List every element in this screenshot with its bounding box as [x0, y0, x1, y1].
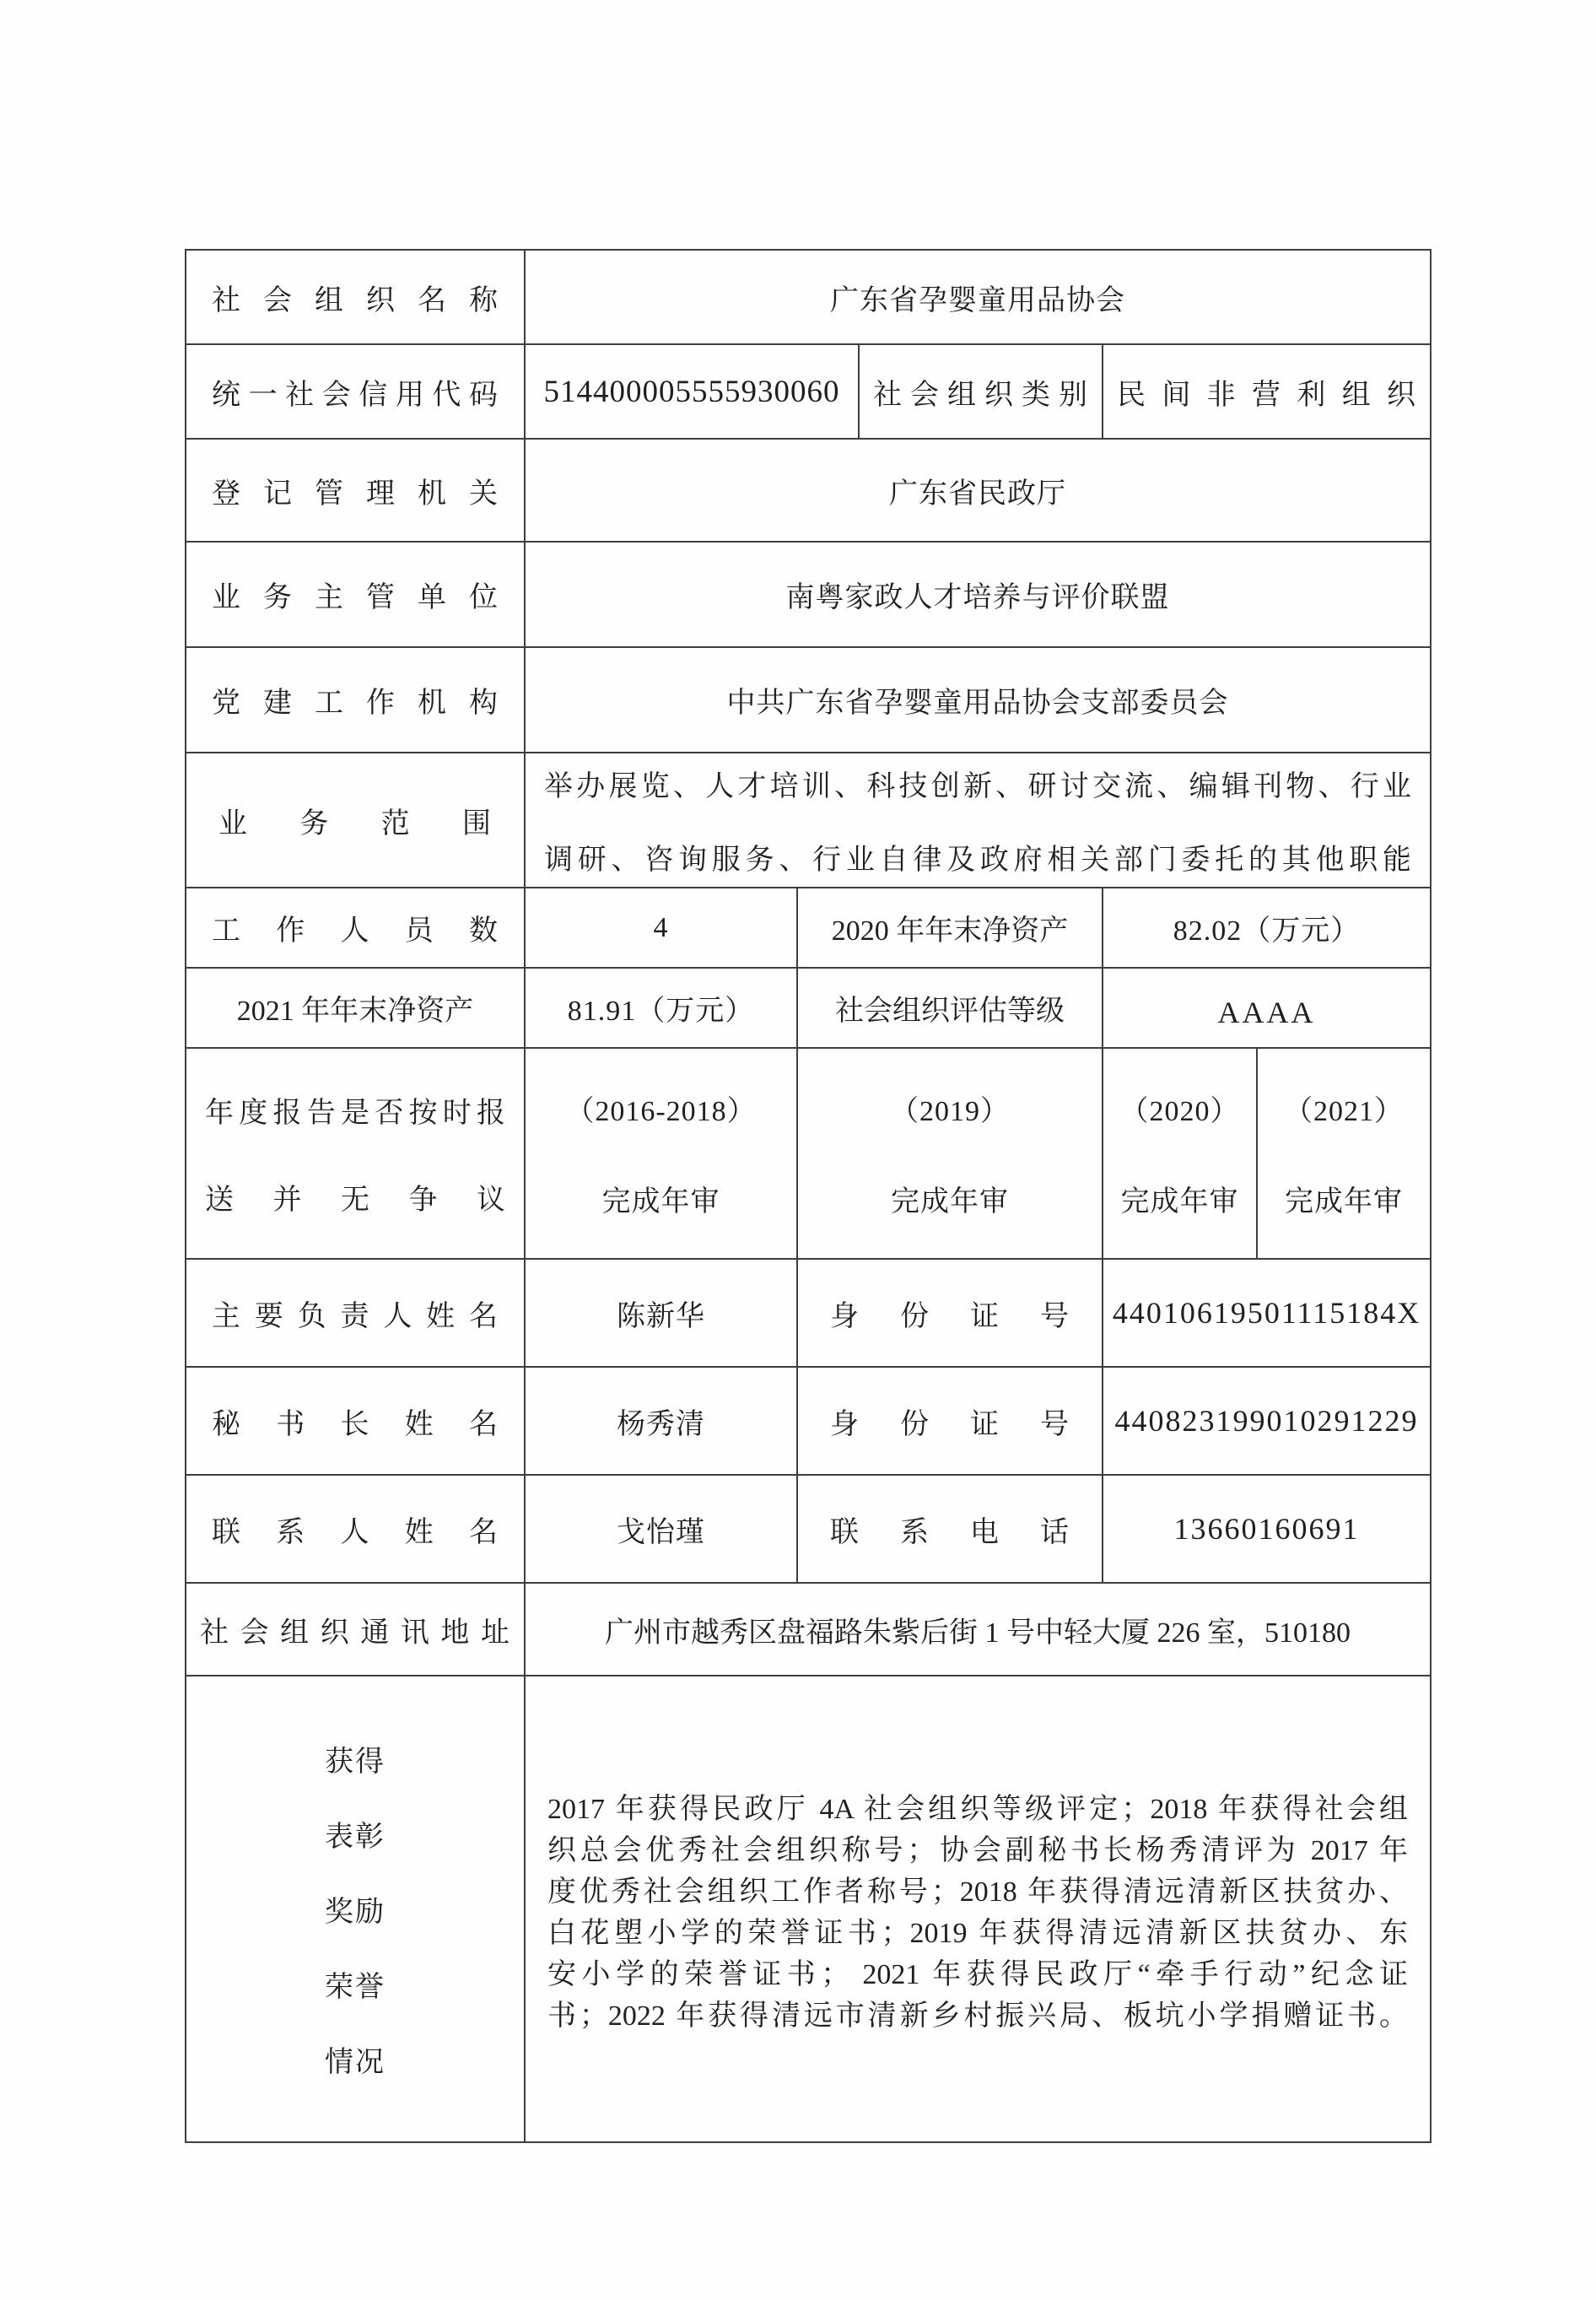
- row-mailing-address: [186, 1583, 1431, 1676]
- text-line: 调研、咨询服务、行业自律及政府相关部门委托的其他职能: [544, 845, 1412, 876]
- registration-authority-label: 登记管理机关: [212, 478, 499, 510]
- principal-id-value: 44010619501115184X: [1112, 1296, 1421, 1330]
- annual-report-period: （2016-2018）: [565, 1096, 757, 1127]
- text-line: 书；2022 年获得清远市清新乡村振兴局、板坑小学捐赠证书。: [547, 2000, 1409, 2032]
- row-principal: [186, 1259, 1431, 1367]
- credit-code-label-cell: [186, 344, 525, 439]
- staff-count-label: 工作人员数: [212, 915, 499, 947]
- annual-report-cell-2019: [797, 1048, 1103, 1259]
- annual-report-period: （2020）: [1119, 1096, 1240, 1127]
- text-line: 奖励: [325, 1897, 386, 1928]
- annual-report-cell-2021: [1257, 1048, 1431, 1259]
- contact-person-name: 戈怡瑾: [617, 1516, 705, 1548]
- org-type-label-cell: [859, 344, 1103, 439]
- net-assets-2020-label: 2020 年年末净资产: [831, 915, 1069, 947]
- contact-phone-label-cell: [797, 1475, 1103, 1583]
- annual-report-status: 完成年审: [601, 1186, 720, 1217]
- text-line: 送并无争议: [205, 1185, 505, 1216]
- contact-phone-value: 13660160691: [1173, 1512, 1360, 1546]
- business-scope-label: 业务范围: [218, 807, 492, 840]
- net-assets-2021-value-cell: [525, 968, 797, 1048]
- supervisory-unit-value: 南粤家政人才培养与评价联盟: [785, 582, 1170, 613]
- principal-label-cell: [186, 1259, 525, 1367]
- org-name-value: 广东省孕婴童用品协会: [830, 284, 1126, 316]
- annual-report-label-cell: [186, 1048, 525, 1259]
- annual-report-cell-2020: [1103, 1048, 1257, 1259]
- secretary-general-name-cell: [525, 1367, 797, 1475]
- text-line: 荣誉: [325, 1972, 386, 2003]
- annual-report-status: 完成年审: [1120, 1186, 1239, 1217]
- text-line: 举办展览、人才培训、科技创新、研讨交流、编辑刊物、行业: [544, 771, 1412, 802]
- text-line: 度优秀社会组织工作者称号；2018 年获得清远清新区扶贫办、: [547, 1876, 1409, 1908]
- secretary-id-value: 440823199010291229: [1114, 1404, 1419, 1438]
- principal-id-label: 身份证号: [830, 1300, 1070, 1332]
- assessment-grade-label: 社会组织评估等级: [835, 996, 1065, 1027]
- text-line: 2017 年获得民政厅 4A 社会组织等级评定；2018 年获得社会组: [547, 1793, 1409, 1825]
- party-building-value-cell: [525, 647, 1431, 753]
- row-contact-person: [186, 1475, 1431, 1583]
- text-line: 安小学的荣誉证书； 2021 年获得民政厅“牵手行动”纪念证: [547, 1958, 1409, 1990]
- org-name-label-cell: [186, 250, 525, 344]
- org-type-label: 社会组织类别: [873, 379, 1088, 411]
- credit-code-label: 统一社会信用代码: [212, 379, 499, 411]
- text-line: 表彰: [325, 1822, 386, 1853]
- contact-phone-value-cell: [1103, 1475, 1431, 1583]
- org-type-value: 民间非营利组织: [1117, 379, 1417, 411]
- net-assets-2020-value: 82.02（万元）: [1173, 915, 1361, 947]
- staff-count-label-cell: [186, 888, 525, 968]
- credit-code-value-cell: [525, 344, 859, 439]
- text-line: 白花塱小学的荣誉证书；2019 年获得清远清新区扶贫办、东: [547, 1917, 1409, 1949]
- party-building-value: 中共广东省孕婴童用品协会支部委员会: [726, 688, 1229, 719]
- row-staff-count: [186, 888, 1431, 968]
- registration-authority-label-cell: [186, 439, 525, 542]
- principal-id-label-cell: [797, 1259, 1103, 1367]
- assessment-grade-value: AAAA: [1217, 995, 1316, 1029]
- contact-phone-label: 联系电话: [830, 1516, 1070, 1548]
- row-annual-report: [186, 1048, 1431, 1259]
- mailing-address-label: 社会组织通讯地址: [200, 1617, 510, 1649]
- mailing-address-label-cell: [186, 1583, 525, 1676]
- row-secretary-general: [186, 1367, 1431, 1475]
- row-party-building-org: [186, 647, 1431, 753]
- supervisory-unit-label-cell: [186, 542, 525, 647]
- principal-name-cell: [525, 1259, 797, 1367]
- annual-report-cell-2016-2018: [525, 1048, 797, 1259]
- staff-count-value-cell: [525, 888, 797, 968]
- party-building-label-cell: [186, 647, 525, 753]
- row-honors: [186, 1676, 1431, 2142]
- org-name-label: 社会组织名称: [212, 284, 499, 316]
- secretary-general-name: 杨秀清: [617, 1408, 705, 1440]
- party-building-label: 党建工作机构: [212, 688, 499, 719]
- business-scope-label-cell: [186, 753, 525, 888]
- net-assets-2021-label: 2021 年年末净资产: [236, 996, 474, 1027]
- net-assets-2021-label-cell: [186, 968, 525, 1048]
- row-supervisory-unit: [186, 542, 1431, 647]
- registration-authority-value-cell: [525, 439, 1431, 542]
- annual-report-status: 完成年审: [1285, 1186, 1404, 1217]
- secretary-general-label: 秘书长姓名: [212, 1408, 499, 1440]
- supervisory-unit-label: 业务主管单位: [212, 582, 499, 613]
- honors-label: [186, 1738, 524, 2080]
- contact-person-name-cell: [525, 1475, 797, 1583]
- mailing-address-value-cell: [525, 1583, 1431, 1676]
- net-assets-2020-label-cell: [797, 888, 1103, 968]
- text-line: 年度报告是否按时报: [205, 1098, 505, 1129]
- annual-report-status: 完成年审: [891, 1186, 1009, 1217]
- row-business-scope: [186, 753, 1431, 888]
- principal-label: 主要负责人姓名: [212, 1300, 499, 1332]
- business-scope-value: [526, 763, 1430, 877]
- principal-name: 陈新华: [617, 1300, 705, 1332]
- org-info-table: [185, 249, 1432, 2143]
- assessment-grade-value-cell: [1103, 968, 1431, 1048]
- secretary-id-label: 身份证号: [830, 1408, 1070, 1440]
- secretary-general-label-cell: [186, 1367, 525, 1475]
- principal-id-value-cell: [1103, 1259, 1431, 1367]
- supervisory-unit-value-cell: [525, 542, 1431, 647]
- secretary-id-label-cell: [797, 1367, 1103, 1475]
- text-line: 情况: [325, 2047, 386, 2078]
- honors-label-cell: [186, 1676, 525, 2142]
- honors-value-cell: [525, 1676, 1431, 2142]
- row-net-assets-2021: [186, 968, 1431, 1048]
- credit-code-value: 514400005555930060: [543, 374, 840, 409]
- org-type-value-cell: [1103, 344, 1431, 439]
- row-credit-code: [186, 344, 1431, 439]
- staff-count-value: 4: [653, 911, 669, 943]
- annual-report-period: （2021）: [1284, 1096, 1405, 1127]
- annual-report-period: （2019）: [890, 1096, 1010, 1127]
- business-scope-value-cell: [525, 753, 1431, 888]
- org-name-value-cell: [525, 250, 1431, 344]
- annual-report-label: [186, 1089, 524, 1217]
- row-org-name: [186, 250, 1431, 344]
- net-assets-2021-value: 81.91（万元）: [567, 996, 755, 1027]
- contact-person-label-cell: [186, 1475, 525, 1583]
- secretary-id-value-cell: [1103, 1367, 1431, 1475]
- mailing-address-value: 广州市越秀区盘福路朱紫后街 1 号中轻大厦 226 室，510180: [605, 1617, 1351, 1649]
- text-line: 织总会优秀社会组织称号；协会副秘书长杨秀清评为 2017 年: [547, 1834, 1409, 1866]
- registration-authority-value: 广东省民政厅: [889, 478, 1067, 510]
- row-registration-authority: [186, 439, 1431, 542]
- net-assets-2020-value-cell: [1103, 888, 1431, 968]
- assessment-grade-label-cell: [797, 968, 1103, 1048]
- text-line: 获得: [325, 1747, 386, 1778]
- honors-value: [526, 1779, 1430, 2040]
- contact-person-label: 联系人姓名: [212, 1516, 499, 1548]
